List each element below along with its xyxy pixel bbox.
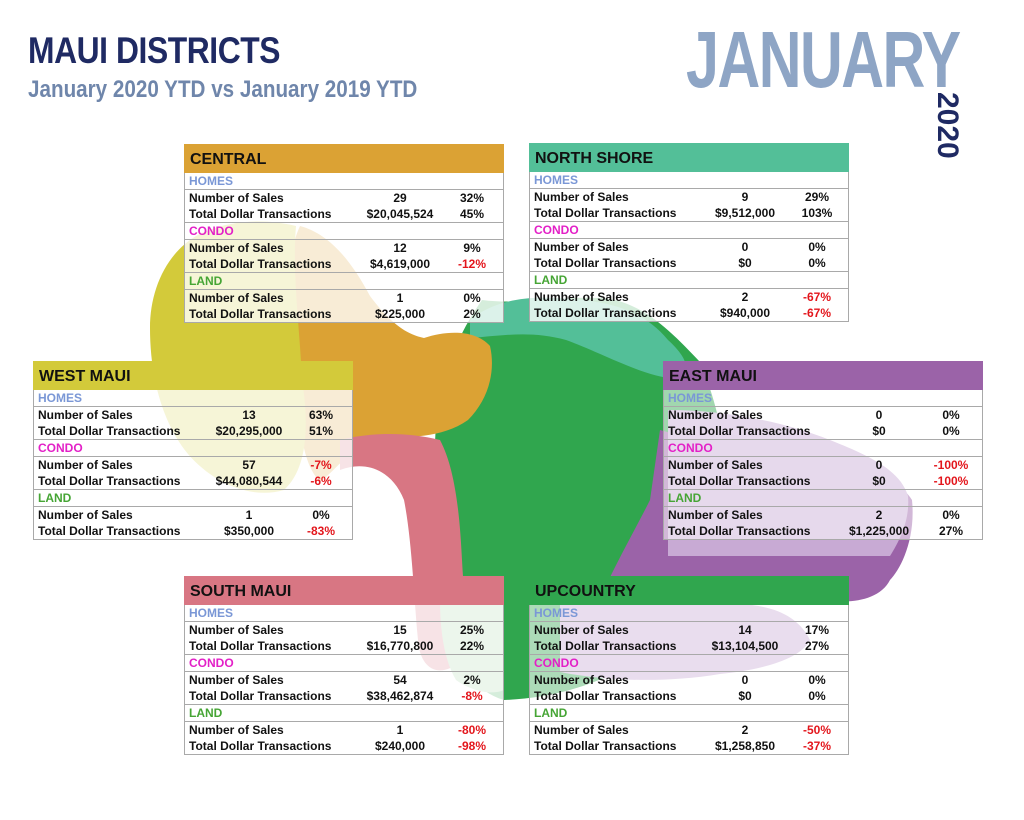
dollar-value: $240,000: [374, 739, 426, 753]
dollar-percent: 0%: [808, 689, 826, 703]
row-label: Number of Sales: [189, 623, 284, 637]
row-label: Total Dollar Transactions: [534, 639, 677, 653]
district-central: [184, 144, 504, 323]
dollar-percent: -6%: [310, 474, 332, 488]
dollar-value: $16,770,800: [366, 639, 434, 653]
table-row: [185, 206, 503, 222]
row-label: Total Dollar Transactions: [38, 524, 181, 538]
row-label: Number of Sales: [189, 723, 284, 737]
district-east-maui: [663, 361, 983, 540]
sales-value: 29: [393, 191, 407, 205]
dollar-percent: -8%: [461, 689, 483, 703]
sales-value: 54: [393, 673, 407, 687]
district-header: SOUTH MAUI: [184, 576, 504, 605]
row-label: Number of Sales: [189, 291, 284, 305]
district-north-shore: [529, 143, 849, 322]
dollar-percent: 27%: [938, 524, 964, 538]
table-row: [185, 256, 503, 272]
sales-percent: 0%: [463, 291, 481, 305]
land-label: LAND: [530, 704, 848, 721]
dollar-percent: 2%: [463, 307, 481, 321]
row-label: Total Dollar Transactions: [189, 257, 332, 271]
dollar-percent: 103%: [801, 206, 833, 220]
row-label: Total Dollar Transactions: [189, 207, 332, 221]
dollar-value: $940,000: [719, 306, 771, 320]
dollar-percent: 27%: [804, 639, 830, 653]
sales-percent: 2%: [463, 673, 481, 687]
dollar-value: $4,619,000: [369, 257, 431, 271]
table-row: [34, 506, 352, 523]
row-label: Number of Sales: [534, 623, 629, 637]
dollar-percent: -12%: [457, 257, 486, 271]
sales-percent: 29%: [804, 190, 830, 204]
table-row: [185, 638, 503, 654]
land-label: LAND: [664, 489, 982, 506]
district-west-maui: [33, 361, 353, 540]
dollar-percent: 0%: [942, 424, 960, 438]
row-label: Number of Sales: [38, 458, 133, 472]
row-label: Number of Sales: [38, 408, 133, 422]
condo-label: CONDO: [664, 439, 982, 456]
sales-value: 1: [245, 508, 253, 522]
dollar-value: $0: [738, 256, 752, 270]
row-label: Total Dollar Transactions: [668, 524, 811, 538]
sales-percent: 17%: [804, 623, 830, 637]
dollar-percent: 45%: [459, 207, 485, 221]
row-label: Total Dollar Transactions: [189, 639, 332, 653]
district-table: [529, 605, 849, 755]
district-table: [529, 172, 849, 322]
sales-value: 2: [741, 723, 749, 737]
table-row: [185, 688, 503, 704]
district-table: [33, 390, 353, 540]
homes-label: HOMES: [534, 606, 579, 620]
row-label: Number of Sales: [534, 240, 629, 254]
row-label: Number of Sales: [534, 290, 629, 304]
condo-label: CONDO: [34, 439, 352, 456]
table-row: [530, 688, 848, 704]
row-label: Total Dollar Transactions: [38, 474, 181, 488]
sales-percent: 9%: [463, 241, 481, 255]
table-row: [185, 239, 503, 256]
district-header: UPCOUNTRY: [529, 576, 849, 605]
district-table: [184, 173, 504, 323]
sales-percent: 25%: [459, 623, 485, 637]
row-label: Total Dollar Transactions: [189, 307, 332, 321]
homes-label: HOMES: [189, 606, 234, 620]
homes-label: HOMES: [189, 174, 234, 188]
sales-value: 13: [242, 408, 256, 422]
table-row: [664, 523, 982, 539]
table-row: [34, 423, 352, 439]
table-row: [185, 306, 503, 322]
row-label: Number of Sales: [189, 241, 284, 255]
sales-percent: 0%: [942, 408, 960, 422]
dollar-value: $1,225,000: [848, 524, 910, 538]
table-row: [34, 456, 352, 473]
district-header: EAST MAUI: [663, 361, 983, 390]
row-label: Number of Sales: [668, 408, 763, 422]
sales-percent: -50%: [802, 723, 831, 737]
sales-percent: -7%: [310, 458, 332, 472]
dollar-value: $38,462,874: [366, 689, 434, 703]
district-south-maui: [184, 576, 504, 755]
table-row: [530, 255, 848, 271]
page-title: MAUI DISTRICTS: [28, 30, 281, 71]
table-row: [185, 621, 503, 638]
row-label: Total Dollar Transactions: [38, 424, 181, 438]
sales-percent: 0%: [942, 508, 960, 522]
sales-value: 1: [396, 291, 404, 305]
dollar-value: $44,080,544: [215, 474, 283, 488]
condo-label: CONDO: [530, 654, 848, 671]
dollar-value: $1,258,850: [714, 739, 776, 753]
table-row: [664, 406, 982, 423]
row-label: Total Dollar Transactions: [668, 424, 811, 438]
row-label: Number of Sales: [38, 508, 133, 522]
table-row: [34, 473, 352, 489]
dollar-percent: -67%: [802, 306, 831, 320]
sales-value: 2: [741, 290, 749, 304]
dollar-value: $9,512,000: [714, 206, 776, 220]
table-row: [530, 188, 848, 205]
sales-value: 1: [396, 723, 404, 737]
dollar-percent: 51%: [308, 424, 334, 438]
sales-value: 15: [393, 623, 407, 637]
sales-percent: 32%: [459, 191, 485, 205]
district-table: [663, 390, 983, 540]
dollar-value: $0: [738, 689, 752, 703]
table-row: [185, 738, 503, 754]
row-label: Number of Sales: [668, 508, 763, 522]
row-label: Total Dollar Transactions: [668, 474, 811, 488]
sales-value: 57: [242, 458, 256, 472]
sales-percent: -67%: [802, 290, 831, 304]
land-label: LAND: [34, 489, 352, 506]
sales-value: 12: [393, 241, 407, 255]
sales-percent: 0%: [808, 240, 826, 254]
dollar-percent: -100%: [933, 474, 969, 488]
table-row: [530, 671, 848, 688]
table-row: [530, 305, 848, 321]
table-row: [185, 189, 503, 206]
row-label: Total Dollar Transactions: [534, 306, 677, 320]
condo-label: CONDO: [185, 222, 503, 239]
dollar-value: $0: [872, 474, 886, 488]
table-row: [185, 289, 503, 306]
district-header: WEST MAUI: [33, 361, 353, 390]
homes-label: HOMES: [668, 391, 713, 405]
land-label: LAND: [530, 271, 848, 288]
row-label: Total Dollar Transactions: [534, 739, 677, 753]
table-row: [530, 721, 848, 738]
row-label: Number of Sales: [534, 673, 629, 687]
dollar-value: $350,000: [223, 524, 275, 538]
dollar-percent: -98%: [457, 739, 486, 753]
sales-percent: 63%: [308, 408, 334, 422]
table-row: [664, 473, 982, 489]
table-row: [664, 506, 982, 523]
district-header: CENTRAL: [184, 144, 504, 173]
dollar-percent: -83%: [306, 524, 335, 538]
row-label: Number of Sales: [534, 723, 629, 737]
sales-percent: 0%: [808, 673, 826, 687]
row-label: Number of Sales: [668, 458, 763, 472]
table-row: [34, 523, 352, 539]
dollar-value: $20,045,524: [366, 207, 434, 221]
table-row: [664, 456, 982, 473]
sales-percent: -100%: [933, 458, 969, 472]
district-upcountry: [529, 576, 849, 755]
dollar-value: $20,295,000: [215, 424, 283, 438]
sales-value: 2: [875, 508, 883, 522]
table-row: [34, 406, 352, 423]
dollar-value: $0: [872, 424, 886, 438]
row-label: Total Dollar Transactions: [189, 689, 332, 703]
table-row: [530, 238, 848, 255]
land-label: LAND: [185, 704, 503, 721]
homes-label: HOMES: [534, 173, 579, 187]
land-label: LAND: [185, 272, 503, 289]
row-label: Total Dollar Transactions: [534, 206, 677, 220]
row-label: Number of Sales: [189, 673, 284, 687]
sales-percent: 0%: [312, 508, 330, 522]
sales-value: 0: [741, 673, 749, 687]
table-row: [664, 423, 982, 439]
sales-percent: -80%: [457, 723, 486, 737]
row-label: Total Dollar Transactions: [534, 256, 677, 270]
table-row: [530, 638, 848, 654]
sales-value: 14: [738, 623, 752, 637]
table-row: [530, 288, 848, 305]
sales-value: 9: [741, 190, 749, 204]
row-label: Number of Sales: [534, 190, 629, 204]
sales-value: 0: [875, 458, 883, 472]
dollar-value: $225,000: [374, 307, 426, 321]
sales-value: 0: [875, 408, 883, 422]
year-label: 2020: [931, 92, 964, 159]
dollar-percent: 0%: [808, 256, 826, 270]
row-label: Number of Sales: [189, 191, 284, 205]
table-row: [185, 721, 503, 738]
table-row: [185, 671, 503, 688]
table-row: [530, 621, 848, 638]
row-label: Total Dollar Transactions: [189, 739, 332, 753]
table-row: [530, 738, 848, 754]
table-row: [530, 205, 848, 221]
month-label: JANUARY: [686, 15, 960, 104]
row-label: Total Dollar Transactions: [534, 689, 677, 703]
dollar-percent: 22%: [459, 639, 485, 653]
page-subtitle: January 2020 YTD vs January 2019 YTD: [28, 76, 418, 103]
condo-label: CONDO: [530, 221, 848, 238]
homes-label: HOMES: [38, 391, 83, 405]
district-table: [184, 605, 504, 755]
condo-label: CONDO: [185, 654, 503, 671]
dollar-percent: -37%: [802, 739, 831, 753]
dollar-value: $13,104,500: [711, 639, 779, 653]
sales-value: 0: [741, 240, 749, 254]
district-header: NORTH SHORE: [529, 143, 849, 172]
